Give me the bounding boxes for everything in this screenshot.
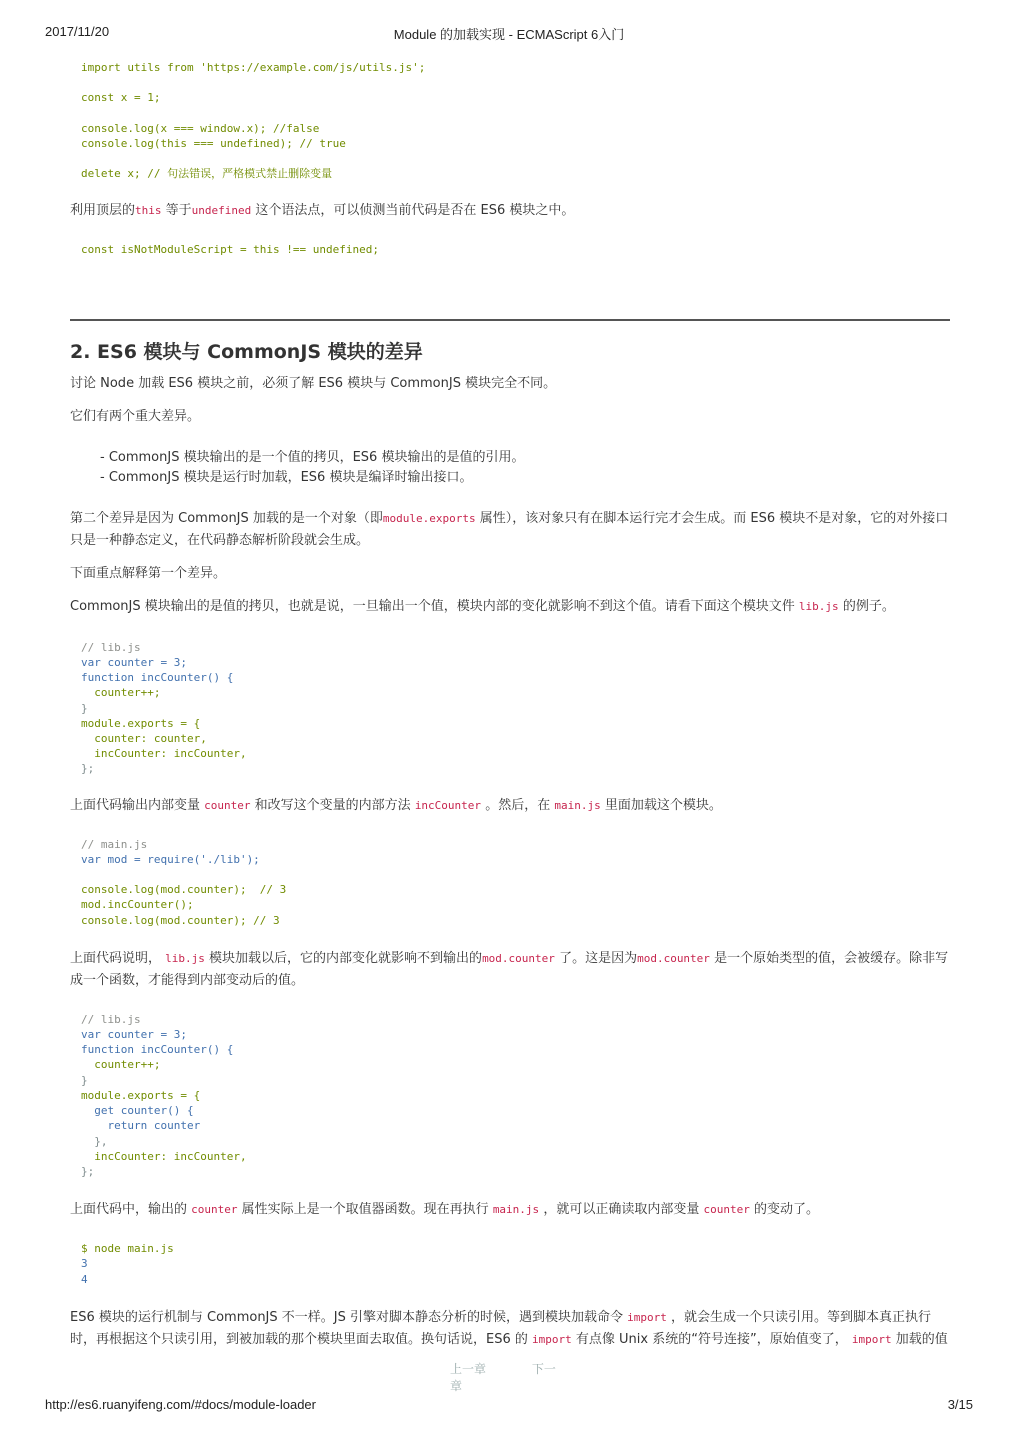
section-heading: 2. ES6 模块与 CommonJS 模块的差异 [70,340,423,363]
inline-code: undefined [191,203,252,217]
paragraph-copy-semantics: CommonJS 模块输出的是值的拷贝，也就是说，一旦输出一个值，模块内部的变化就影响不到这个值。请看下面这个模块文件 lib.js 的例子。 [70,598,895,614]
print-footer [0,1397,1018,1415]
paragraph-this-undefined: 利用顶层的this 等于undefined 这个语法点，可以侦测当前代码是否在 ES6 模块之中。 [70,202,575,218]
inline-code: counter [191,1203,238,1217]
paragraph-cached-value: 上面代码说明， lib.js 模块加载以后，它的内部变化就影响不到输出的mod.counter 了。这是因为mod.counter 是一个原始类型的值，会被缓存。除非写成一个函数，才能得到内部变动后的值。 [70,950,949,988]
inline-code: counter [703,1203,750,1217]
prev-chapter-link[interactable]: 上一章 [450,1362,487,1376]
code-line: const x = 1; [81,91,161,105]
print-url: http://es6.ruanyifeng.com/#docs/module-loader [45,1397,316,1412]
code-block-module-scope [81,60,950,182]
code-line: console.log(x === window.x); //false [81,121,320,135]
inline-code: incCounter [414,798,482,812]
inline-code: import [532,1332,572,1346]
inline-code: import [627,1310,667,1324]
inline-code: lib.js [165,951,205,965]
inline-code: main.js [554,798,601,812]
code-line: import utils from 'https://example.com/js/utils.js'; [81,61,426,74]
paragraph-two-differences: 它们有两个重大差异。 [70,408,201,424]
list-item: - CommonJS 模块是运行时加载，ES6 模块是编译时输出接口。 [100,469,473,485]
chapter-nav [450,1360,590,1394]
code-line: const isNotModuleScript = this !== undefined; [81,242,380,256]
inline-code: module.exports [382,511,476,525]
next-chapter-link[interactable]: 下一章 [450,1362,556,1393]
code-block-main-js: // main.js var mod = require('./lib'); console.log(mod.counter); // 3 mod.incCounter(); console.log(mod.counter); // 3 [81,837,287,927]
code-block-shell: $ node main.js 3 4 [81,1242,174,1286]
inline-code: mod.counter [637,951,710,965]
code-line: delete x; // 句法错误，严格模式禁止删除变量 [81,167,333,181]
inline-code: lib.js [798,599,839,613]
inline-code: this [135,203,162,217]
paragraph-explain-first: 下面重点解释第一个差异。 [70,565,227,581]
print-title: Module 的加载实现 - ECMAScript 6入门 [393,27,625,42]
paragraph-es6-mechanism: ES6 模块的运行机制与 CommonJS 不一样。JS 引擎对脚本静态分析的时候，遇到模块加载命令 import ，就会生成一个只读引用。等到脚本真正执行时，再根据这个只读引用，到被加载的那个模块里面去取值。换句话说，ES6 的 import 有点像 Unix 系统的“符号连接”，原始值变了， import 加载的值 [70,1309,948,1347]
list-item: - CommonJS 模块输出的是一个值的拷贝，ES6 模块输出的是值的引用。 [100,449,525,465]
code-line: console.log(this === undefined); // true [81,137,346,151]
print-page-number: 3/15 [947,1397,973,1412]
paragraph-second-difference: 第二个差异是因为 CommonJS 加载的是一个对象（即module.exports 属性），该对象只有在脚本运行完才会生成。而 ES6 模块不是对象，它的对外接口只是一种静态定义，在代码静态解析阶段就会生成。 [70,510,949,548]
inline-code: counter [204,798,251,812]
differences-list [100,448,950,488]
paragraph-intro: 讨论 Node 加载 ES6 模块之前，必须了解 ES6 模块与 CommonJS 模块完全不同。 [70,375,557,391]
code-block-lib-js: // lib.js var counter = 3; function incCounter() { counter++; } module.exports = { counter: counter, incCounter: incCounter, }; [81,640,247,776]
paragraph-getter: 上面代码中，输出的 counter 属性实际上是一个取值器函数。现在再执行 main.js ，就可以正确读取内部变量 counter 的变动了。 [70,1202,819,1218]
paragraph-export-counter: 上面代码输出内部变量 counter 和改写这个变量的内部方法 incCounter 。然后，在 main.js 里面加载这个模块。 [70,797,722,813]
article-content [70,52,950,1351]
code-block-module-detect [81,242,950,257]
inline-code: import [851,1332,892,1346]
inline-code: main.js [492,1203,540,1217]
print-header [0,24,1018,42]
inline-code: mod.counter [482,951,555,965]
code-block-lib-js-getter: // lib.js var counter = 3; function incCounter() { counter++; } module.exports = { get counter() { return counter }, incCounter: incCounter, }; [81,1012,247,1178]
print-date: 2017/11/20 [45,24,110,39]
